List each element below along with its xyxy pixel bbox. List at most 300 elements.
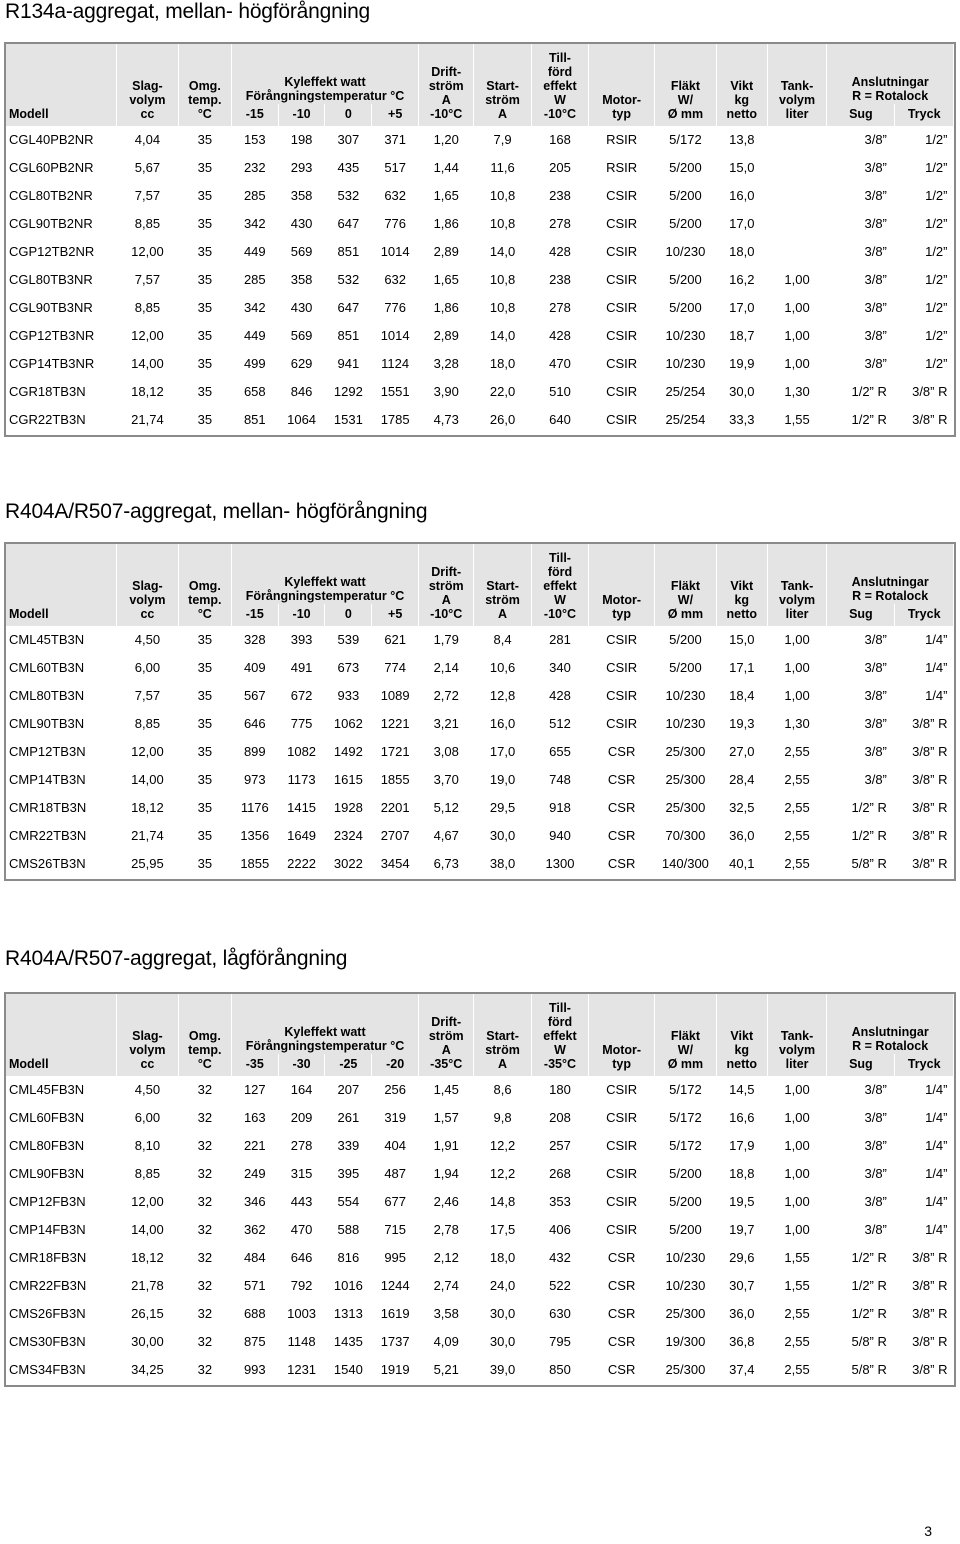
value-cell: 993 [231,1356,278,1384]
value-cell: 319 [372,1104,419,1132]
value-cell: 238 [531,266,588,294]
header-tillford-effekt-line: -10°C [543,607,577,621]
value-cell: 2324 [325,822,372,850]
value-cell: 362 [231,1216,278,1244]
value-cell: 1082 [278,738,325,766]
header-tankvolym-line: liter [785,607,809,621]
value-cell: 16,6 [716,1104,767,1132]
value-cell: 14,00 [117,1216,179,1244]
header-temp [372,1054,419,1076]
value-cell: 25/300 [655,1300,717,1328]
header-temp-line: +5 [388,607,403,621]
value-cell: 1/2” R [827,794,895,822]
value-cell: 3/8” R [895,822,954,850]
value-cell: 39,0 [474,1356,531,1384]
value-cell: 1,00 [767,1076,827,1104]
header-motortyp [589,544,655,626]
header-sug-line: Sug [849,607,873,621]
header-tankvolym-line: volym [779,593,816,607]
value-cell: 3/8” R [895,378,954,406]
value-cell: 1,00 [767,266,827,294]
value-cell: 15,0 [716,154,767,182]
model-cell: CMP14TB3N [6,766,117,794]
value-cell: 1/2” R [827,406,895,434]
value-cell: 28,4 [716,766,767,794]
header-slagvolym-line: Slag- [132,79,163,93]
value-cell: 10,8 [474,266,531,294]
value-cell: 2201 [372,794,419,822]
value-cell: CSIR [589,710,655,738]
header-motortyp-line: typ [612,107,631,121]
value-cell: 2222 [278,850,325,878]
value-cell: 10/230 [655,350,717,378]
value-cell: 688 [231,1300,278,1328]
value-cell: CSIR [589,1104,655,1132]
value-cell: 19,3 [716,710,767,738]
value-cell: 875 [231,1328,278,1356]
value-cell: 29,6 [716,1244,767,1272]
value-cell: 19,7 [716,1216,767,1244]
header-tankvolym-line: volym [779,93,816,107]
value-cell: 208 [531,1104,588,1132]
model-cell: CML60TB3N [6,654,117,682]
value-cell: 19,5 [716,1188,767,1216]
value-cell: CSIR [589,626,655,654]
value-cell: 1615 [325,766,372,794]
value-cell: 35 [178,182,231,210]
value-cell: 5/200 [655,1216,717,1244]
value-cell [767,238,827,266]
header-temp [231,1054,278,1076]
header-startstrom-line: Start- [486,579,519,593]
value-cell: 3/8” [827,1160,895,1188]
header-driftstrom-line: -10°C [430,107,463,121]
value-cell: 35 [178,626,231,654]
value-cell: 26,0 [474,406,531,434]
header-startstrom-line: ström [485,1043,520,1057]
table-row [6,1160,954,1188]
header-omg-temp-line: temp. [188,1043,222,1057]
header-anslutningar-line: R = Rotalock [852,1039,929,1053]
value-cell: 3/8” [827,126,895,154]
header-flakt-line: Ø mm [667,107,704,121]
model-cell: CMS26TB3N [6,850,117,878]
value-cell: 19,0 [474,766,531,794]
value-cell: 1176 [231,794,278,822]
header-tillford-effekt-line: Till- [548,551,571,565]
value-cell: 646 [231,710,278,738]
value-cell: 621 [372,626,419,654]
header-slagvolym-line: cc [140,607,155,621]
value-cell: 5/172 [655,1104,717,1132]
value-cell: 1062 [325,710,372,738]
value-cell: 1/2” R [827,1244,895,1272]
header-tankvolym-line: liter [785,107,809,121]
header-driftstrom-line: ström [428,579,464,593]
model-cell: CML45FB3N [6,1076,117,1104]
header-driftstrom-line: Drift- [431,65,462,79]
value-cell: 34,25 [117,1356,179,1384]
value-cell: 340 [531,654,588,682]
header-modell [6,994,117,1076]
header-driftstrom-line: Drift- [431,1015,462,1029]
value-cell: 776 [372,294,419,322]
value-cell: 32 [178,1076,231,1104]
header-omg-temp-line: Omg. [188,579,221,593]
value-cell: 339 [325,1132,372,1160]
value-cell: 32 [178,1188,231,1216]
value-cell: 328 [231,626,278,654]
value-cell: 1649 [278,822,325,850]
value-cell: 371 [372,126,419,154]
header-temp-line: +5 [388,107,403,121]
model-cell: CML80FB3N [6,1132,117,1160]
value-cell: 3/8” R [895,1328,954,1356]
value-cell: 1/2” [895,294,954,322]
header-modell-line: Modell [9,107,49,121]
value-cell: 27,0 [716,738,767,766]
value-cell [767,210,827,238]
value-cell: 238 [531,182,588,210]
value-cell: 432 [531,1244,588,1272]
value-cell: 293 [278,154,325,182]
value-cell: 1313 [325,1300,372,1328]
value-cell: 8,85 [117,1160,179,1188]
header-anslutningar-line: R = Rotalock [852,589,929,603]
header-driftstrom-line: A [441,593,451,607]
table-row [6,682,954,710]
value-cell: 2,55 [767,1356,827,1384]
value-cell: 5/200 [655,1160,717,1188]
value-cell: 571 [231,1272,278,1300]
value-cell: 428 [531,238,588,266]
header-tillford-effekt-line: -10°C [543,107,577,121]
value-cell: 35 [178,238,231,266]
value-cell: 30,7 [716,1272,767,1300]
table-row [6,182,954,210]
value-cell: 14,0 [474,322,531,350]
value-cell: 1492 [325,738,372,766]
value-cell: 1,00 [767,654,827,682]
value-cell: 776 [372,210,419,238]
value-cell: 2707 [372,822,419,850]
header-vikt-line: netto [726,107,758,121]
value-cell: 35 [178,710,231,738]
value-cell: 346 [231,1188,278,1216]
value-cell: 1/4” [895,1188,954,1216]
value-cell: 6,00 [117,654,179,682]
value-cell: 1173 [278,766,325,794]
value-cell: 1,00 [767,1104,827,1132]
value-cell: 18,4 [716,682,767,710]
value-cell: 393 [278,626,325,654]
model-cell: CMS30FB3N [6,1328,117,1356]
header-motortyp [589,994,655,1076]
value-cell: 278 [531,210,588,238]
table-row [6,154,954,182]
header-flakt-line: Fläkt [670,1029,701,1043]
value-cell: CSR [589,766,655,794]
header-omg-temp-line: Omg. [188,79,221,93]
value-cell: 12,00 [117,322,179,350]
table-row [6,710,954,738]
value-cell: 1089 [372,682,419,710]
value-cell: 1619 [372,1300,419,1328]
value-cell: 3/8” R [895,1356,954,1384]
value-cell: 2,55 [767,850,827,878]
value-cell: 18,0 [474,350,531,378]
value-cell: RSIR [589,126,655,154]
value-cell: 899 [231,738,278,766]
value-cell: 35 [178,294,231,322]
value-cell: 487 [372,1160,419,1188]
value-cell: 180 [531,1076,588,1104]
header-flakt-line: Ø mm [667,1057,704,1071]
value-cell: 1,55 [767,406,827,434]
value-cell: CSIR [589,378,655,406]
value-cell: 1/2” [895,182,954,210]
value-cell: 1/4” [895,1132,954,1160]
value-cell: 5,21 [419,1356,474,1384]
value-cell: 491 [278,654,325,682]
value-cell: 30,0 [474,822,531,850]
value-cell: 3/8” R [895,1272,954,1300]
table-row [6,822,954,850]
value-cell: 449 [231,238,278,266]
value-cell: CSR [589,1356,655,1384]
model-cell: CML90FB3N [6,1160,117,1188]
value-cell: 510 [531,378,588,406]
value-cell: 268 [531,1160,588,1188]
model-cell: CMR22FB3N [6,1272,117,1300]
header-flakt-line: Fläkt [670,79,701,93]
header-tankvolym-line: Tank- [780,1029,814,1043]
value-cell: 12,00 [117,738,179,766]
value-cell: 1244 [372,1272,419,1300]
value-cell: 35 [178,766,231,794]
value-cell: 35 [178,378,231,406]
value-cell: 25/254 [655,378,717,406]
value-cell: 1/2” R [827,1272,895,1300]
value-cell: 18,12 [117,1244,179,1272]
header-anslutningar-line: R = Rotalock [852,89,929,103]
value-cell: 3/8” [827,682,895,710]
value-cell: 2,46 [419,1188,474,1216]
value-cell: 1231 [278,1356,325,1384]
value-cell: 1,20 [419,126,474,154]
value-cell: 1721 [372,738,419,766]
value-cell: 1,30 [767,378,827,406]
header-driftstrom-line: ström [428,1029,464,1043]
value-cell: 3/8” [827,322,895,350]
value-cell: CSIR [589,1132,655,1160]
value-cell: 232 [231,154,278,182]
value-cell: 792 [278,1272,325,1300]
value-cell: 21,78 [117,1272,179,1300]
value-cell: 5/200 [655,294,717,322]
value-cell: 4,50 [117,1076,179,1104]
value-cell [767,126,827,154]
table-row [6,766,954,794]
value-cell: 32 [178,1272,231,1300]
value-cell: 3/8” [827,1104,895,1132]
value-cell: 35 [178,126,231,154]
value-cell: 1/2” [895,210,954,238]
model-cell: CGL90TB3NR [6,294,117,322]
table-row [6,1244,954,1272]
model-cell: CGP12TB3NR [6,322,117,350]
value-cell: 17,0 [716,294,767,322]
value-cell: 672 [278,682,325,710]
value-cell: 32 [178,1328,231,1356]
value-cell: 1221 [372,710,419,738]
model-cell: CMS34FB3N [6,1356,117,1384]
value-cell: 198 [278,126,325,154]
value-cell: CSIR [589,1216,655,1244]
value-cell: 5/8” R [827,1356,895,1384]
value-cell: 940 [531,822,588,850]
value-cell: 1/4” [895,626,954,654]
value-cell: 632 [372,266,419,294]
value-cell: 315 [278,1160,325,1188]
header-tillford-effekt [531,44,588,126]
value-cell: 30,0 [474,1300,531,1328]
table-row [6,626,954,654]
table-row [6,322,954,350]
header-flakt [655,994,717,1076]
header-temp [278,604,325,626]
header-kyleffekt-line: Kyleffekt watt [284,1025,366,1039]
header-omg-temp [178,544,231,626]
value-cell: 554 [325,1188,372,1216]
header-driftstrom [419,44,474,126]
value-cell: CSIR [589,1076,655,1104]
header-tillford-effekt-line: effekt [543,579,577,593]
value-cell: 1124 [372,350,419,378]
header-driftstrom [419,544,474,626]
value-cell: 3/8” R [895,710,954,738]
value-cell: 9,8 [474,1104,531,1132]
value-cell: 2,74 [419,1272,474,1300]
value-cell: 25/254 [655,406,717,434]
value-cell: 261 [325,1104,372,1132]
value-cell: 3,08 [419,738,474,766]
value-cell: 655 [531,738,588,766]
value-cell: 127 [231,1076,278,1104]
value-cell: 35 [178,794,231,822]
model-cell: CGL60PB2NR [6,154,117,182]
header-temp-line: -35 [245,1057,264,1071]
value-cell: 995 [372,1244,419,1272]
value-cell: 435 [325,154,372,182]
header-tillford-effekt-line: Till- [548,51,571,65]
header-anslutningar-line: Anslutningar [851,575,929,589]
value-cell: 353 [531,1188,588,1216]
value-cell: 32 [178,1356,231,1384]
value-cell: 1/2” R [827,1300,895,1328]
value-cell: 14,00 [117,350,179,378]
value-cell: CSR [589,1300,655,1328]
value-cell: CSR [589,1328,655,1356]
value-cell: 715 [372,1216,419,1244]
model-cell: CML90TB3N [6,710,117,738]
value-cell: 1014 [372,322,419,350]
value-cell: 8,10 [117,1132,179,1160]
value-cell: 5/172 [655,126,717,154]
header-startstrom [474,994,531,1076]
header-omg-temp-line: °C [197,1057,212,1071]
header-omg-temp-line: Omg. [188,1029,221,1043]
header-driftstrom [419,994,474,1076]
value-cell: 278 [278,1132,325,1160]
value-cell: 15,0 [716,626,767,654]
value-cell: 532 [325,266,372,294]
value-cell: 630 [531,1300,588,1328]
value-cell: 1,00 [767,322,827,350]
table-row [6,738,954,766]
value-cell: CSIR [589,406,655,434]
value-cell: 3454 [372,850,419,878]
model-cell: CMP12FB3N [6,1188,117,1216]
value-cell: 658 [231,378,278,406]
header-tillford-effekt-line: förd [547,1015,573,1029]
value-cell: 18,12 [117,794,179,822]
value-cell: 16,0 [716,182,767,210]
value-cell: 5/172 [655,1076,717,1104]
value-cell: 307 [325,126,372,154]
header-motortyp-line: Motor- [602,1043,642,1057]
section-title-r404a-lag: R404A/R507-aggregat, lågförångning [5,947,348,970]
header-driftstrom-line: -10°C [430,607,463,621]
header-tillford-effekt [531,994,588,1076]
table-row [6,266,954,294]
header-vikt-line: netto [726,607,758,621]
value-cell: 10/230 [655,710,717,738]
value-cell: 470 [278,1216,325,1244]
value-cell: 1014 [372,238,419,266]
value-cell: 4,04 [117,126,179,154]
value-cell: 32 [178,1104,231,1132]
value-cell: CSIR [589,266,655,294]
data-table [6,544,954,879]
value-cell: 153 [231,126,278,154]
value-cell: RSIR [589,154,655,182]
value-cell: CSR [589,794,655,822]
header-startstrom-line: ström [485,593,520,607]
value-cell: 32,5 [716,794,767,822]
value-cell: 25/300 [655,1356,717,1384]
value-cell: 35 [178,822,231,850]
header-flakt-line: W/ [677,1043,694,1057]
value-cell: 850 [531,1356,588,1384]
value-cell: 512 [531,710,588,738]
value-cell: 35 [178,738,231,766]
value-cell: 10,8 [474,294,531,322]
header-slagvolym-line: Slag- [132,1029,163,1043]
value-cell: 409 [231,654,278,682]
value-cell: 11,6 [474,154,531,182]
value-cell: 1,94 [419,1160,474,1188]
value-cell: 35 [178,350,231,378]
value-cell: CSIR [589,238,655,266]
value-cell: 3/8” [827,626,895,654]
value-cell: 484 [231,1244,278,1272]
value-cell: 6,73 [419,850,474,878]
value-cell: 1,86 [419,210,474,238]
value-cell: 522 [531,1272,588,1300]
value-cell: 775 [278,710,325,738]
value-cell: 37,4 [716,1356,767,1384]
